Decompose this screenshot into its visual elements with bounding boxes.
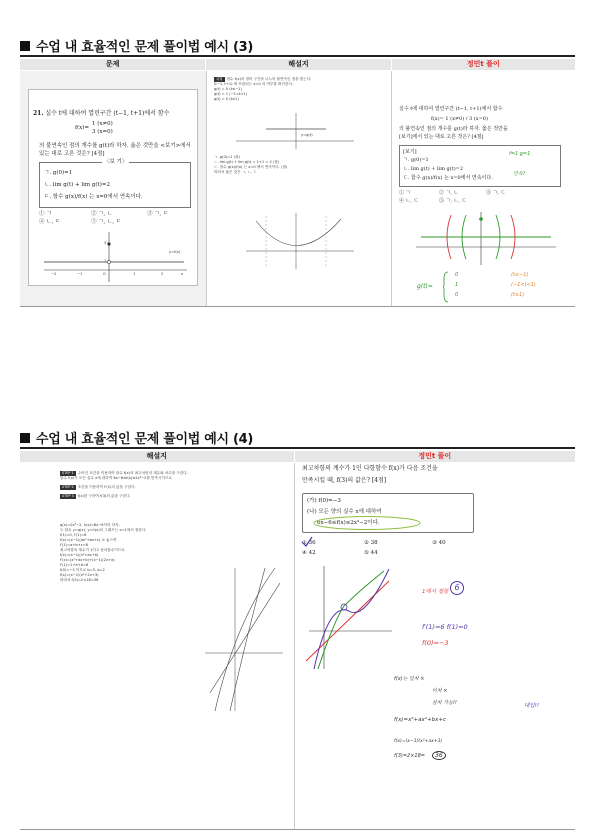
jm4-hw-cubic: f(x)=x³+ax²+bx+c: [394, 717, 446, 723]
haeseolji-line-2: g(t) = 0 (t≤−1): [214, 87, 242, 91]
jm-choice-4: ④ ㄴ, ㄷ: [399, 198, 419, 204]
problem-stem3: 있는 대로 고른 것은? [4점]: [39, 151, 105, 157]
choice-5: ⑤ ㄱ, ㄴ, ㄷ: [91, 219, 122, 225]
x-tick-o: O: [103, 272, 106, 276]
section-4-bottom-rule: [20, 829, 575, 830]
y-tick-1: 1: [104, 259, 107, 263]
haeseolji-4-text: [60, 471, 280, 499]
jm-bogi-title: [보기]: [403, 149, 417, 155]
problem-func-case1: 1 (x≠0): [92, 121, 113, 127]
jm4-check-mark: [300, 535, 314, 549]
h4-line-7: f(x)=(x−1)(x²+ax+b): [60, 553, 99, 557]
haeseolji-graph-1: [236, 111, 356, 151]
problem-stem: 21. 실수 t에 대하여 열린구간 (t−1, t+1)에서 함수: [33, 110, 170, 117]
section-3-title: 수업 내 효율적인 문제 풀이법 예시 (3): [20, 36, 253, 55]
jm-graph: [411, 207, 561, 267]
jm4-cond3: 6x−6≤f(x)≤2x³−2이다.: [317, 520, 380, 526]
problem-graph: [39, 228, 189, 283]
square-bullet-icon: [20, 433, 30, 443]
jm4-hw-eq: f(x)=(x−1)(x²+ax+3): [394, 739, 443, 744]
jm-stem2: 의 불연속인 점의 개수를 g(t)라 하자. 옳은 것만을: [399, 126, 508, 132]
column-header-band: [20, 59, 575, 70]
problem-page: [28, 89, 198, 286]
h4-step1: STEP 1 주어진 조건을 이용하여 함수 f(x)의 최고차항의 계수와 차수를 구한다.: [62, 471, 188, 475]
jm-hw-case-2: 1: [455, 282, 459, 288]
choice-2: ② ㄱ, ㄴ: [91, 211, 113, 217]
haeseolji-line-5: ㄱ. g(0)=1 (참): [214, 155, 240, 159]
h4-line-5: f′(1)=a+b+c=6: [60, 543, 88, 547]
jm4-hw-line-1: f(x)는 일차 ×: [394, 676, 425, 682]
jm4-highlight-oval: [312, 515, 422, 531]
section-4-title: 수업 내 효율적인 문제 풀이법 예시 (4): [20, 428, 253, 447]
jm-bogi-box: [399, 145, 561, 187]
choice-1: ① ㄱ: [39, 211, 52, 217]
haeseolji-line-8: 따라서 옳은 것은 ㄱ, ㄴ, ㄷ: [214, 170, 257, 174]
haeseolji-graph-label: y=g(t): [301, 133, 313, 137]
jm-hw-cond-2: (−1<t<1): [511, 282, 536, 288]
haeseolji-line-6: ㄴ. lim g(t) + lim g(t) = 1+1 = 2 (참): [214, 160, 280, 164]
column-header-haeseolji: 해설지: [206, 59, 391, 70]
jm-choice-1: ① ㄱ: [399, 190, 411, 196]
problem-panel: [20, 71, 207, 306]
haeseolji-line-4: g(t) = 0 (t≥1): [214, 97, 239, 101]
jm-bogi-item-1: ㄱ. g(0)=1: [403, 157, 429, 163]
haeseolji-line-1: (t−1, t+1) 에 포함되는 x=0 의 여부를 확인한다.: [214, 82, 294, 86]
jm-stem: 실수 t에 대하여 열린구간 (t−1, t+1)에서 함수: [399, 106, 503, 112]
h4-line-12: 따라서 f(3)=2×18=36: [60, 578, 99, 582]
x-tick-1: 1: [133, 272, 136, 276]
haeseolji-text: [214, 77, 374, 102]
haeseolji-heading: 유형 함수 f(x)의 정의 구간을 나누어 불연속인 점을 찾는다.: [216, 77, 312, 81]
jm4-stem2: 만족시킬 때, f(3)의 값은? [4점]: [302, 477, 387, 484]
bogi-item-1: ㄱ. g(0)=1: [44, 170, 73, 176]
jm-hw-cond-1: (t≤−1): [511, 272, 529, 278]
choice-3: ③ ㄱ, ㄷ: [147, 211, 169, 217]
jm4-choice-2: ② 38: [364, 540, 378, 546]
jm4-hw-final: f(3)=2×18=: [394, 753, 425, 759]
y-tick-3: 3: [104, 241, 107, 245]
jm-stem3: [보기]에서 있는 대로 고른 것은? [4점]: [399, 134, 484, 140]
x-tick-2: 2: [161, 272, 164, 276]
jm4-cond2: (나) 모든 양의 실수 x에 대하여: [307, 509, 382, 515]
x-tick-m1: −1: [77, 272, 83, 276]
column-header-jeongmin: 정민t 풀이: [466, 60, 500, 68]
problem-func-case2: 3 (x=0): [92, 129, 113, 135]
jm4-hw-line-2: 이차 ×: [432, 688, 448, 694]
bogi-box: [39, 159, 191, 208]
section-3-bottom-rule: [20, 306, 575, 307]
h4-line-4: f(x)=(x−1)(ax²+bx+c) 로 놓으면: [60, 538, 117, 542]
graph-label: y=f(x): [169, 250, 181, 254]
title-underline-4: [20, 447, 575, 449]
haeseolji-panel: [206, 71, 392, 306]
h4-step1b: 함수 f(x)가 모든 실수 x에 대하여 6x−6≤f(x)≤2x³−2를 만족시키므로: [60, 476, 172, 480]
jm4-hw-tangent: 1에서 접함: [422, 589, 449, 595]
bogi-item-3: ㄷ. 함수 g(x)/f(x) 는 x=0에서 연속이다.: [44, 194, 143, 200]
jm4-hw-answer: 36: [432, 751, 446, 760]
jm-hw-case-3: 0: [455, 292, 459, 298]
jm-brace: [443, 271, 449, 303]
bogi-item-2: ㄴ. lim g(t) + lim g(t)=2: [44, 182, 111, 188]
jm-func: f(x)= 1 (x≠0) / 3 (x=0): [431, 116, 488, 122]
jm4-hw-side: 대입!!: [524, 703, 540, 709]
problem-func-lhs: f(x)=: [75, 125, 90, 131]
choice-4: ④ ㄴ, ㄷ: [39, 219, 61, 225]
x-tick-m2: −2: [51, 272, 57, 276]
h4-step2: STEP 2 조건을 이용하여 f′(1)의 값을 구한다.: [62, 485, 136, 489]
column-header-problem: 문제: [20, 59, 206, 70]
jm4-stem1: 최고차항의 계수가 1인 다항함수 f(x)가 다음 조건을: [302, 465, 438, 472]
jm-hw-note1: f=1 g=1: [509, 151, 531, 157]
haeseolji-line-7: ㄷ. 함수 g(x)/f(x) 는 x=0 에서 연속이다. (참): [214, 165, 288, 169]
jm-choice-5: ⑤ ㄱ, ㄴ, ㄷ: [439, 198, 467, 204]
jm-choice-3: ③ ㄱ, ㄷ: [486, 190, 506, 196]
x-tick-x: x: [181, 272, 184, 276]
h4-line-11: f(x)=(x−1)(x²+2x+3): [60, 573, 99, 577]
jm4-choice-5: ⑤ 44: [364, 550, 378, 556]
title-underline: [20, 55, 575, 57]
jm4-choice-3: ③ 40: [432, 540, 446, 546]
jeongmin-panel: [391, 71, 575, 306]
haeseolji-4-body: [60, 523, 200, 583]
jm4-graph: [304, 561, 394, 671]
jm-bogi-item-3: ㄷ. 함수 g(x)/f(x) 는 x=0에서 연속이다.: [403, 175, 493, 181]
jm-hw-g: g(t)=: [417, 283, 433, 290]
column-header-haeseolji-4: 해설지: [20, 451, 295, 462]
jm4-hw-f0: f(0)=−3: [422, 639, 449, 647]
haeseolji-panel-4: [20, 463, 295, 830]
jm4-choice-4: ④ 42: [302, 550, 316, 556]
jm-hw-cond-3: (t≥1): [511, 292, 525, 298]
h4-line-1: g(x)=2x³−2, h(x)=6x−6이라 하자.: [60, 523, 120, 527]
jm4-hw-f1: f′(1)=6 f(1)=0: [422, 623, 468, 631]
jm4-hw-line-3: 삼차 가능!!: [432, 700, 457, 706]
jm-hw-note2: 연속?: [513, 171, 526, 177]
h4-line-9: f′(1)=1+a+b=6: [60, 563, 89, 567]
column-header-jeongmin-4: 정민t 풀이: [418, 452, 452, 460]
h4-line-8: f′(x)=(x²+ax+b)+(x−1)(2x+a): [60, 558, 115, 562]
haeseolji-body: [214, 155, 384, 175]
haeseolji-graph-2: [246, 211, 356, 271]
square-bullet-icon: [20, 41, 30, 51]
jm-choice-2: ② ㄱ, ㄴ: [439, 190, 459, 196]
jm4-cond1: (가) f(0)=−3: [307, 498, 341, 504]
haeseolji-line-3: g(t) = 1 (−1<t<1): [214, 92, 248, 96]
h4-line-2: 두 함수 y=g(x), y=h(x)의 그래프는 x=1에서 접한다.: [60, 528, 147, 532]
jm4-choice-1: ① 36: [302, 540, 316, 546]
jm4-hw-tangent-num: 6: [450, 581, 464, 595]
h4-line-3: f(1)=0, f′(1)=6: [60, 533, 87, 537]
jeongmin-panel-4: [294, 463, 575, 830]
haeseolji-4-graph: [205, 563, 285, 713]
h4-line-6: 최고차항의 계수가 1이고 삼차함수이므로: [60, 548, 125, 552]
column-header-band-4: [20, 451, 575, 462]
problem-stem2: 의 불연속인 점의 개수를 g(t)라 하자. 옳은 것만을 <보기>에서: [39, 143, 191, 149]
bogi-title: 〈보 기〉: [104, 159, 128, 165]
jm-bogi-item-2: ㄴ. lim g(t) + lim g(t)=2: [403, 166, 464, 172]
jm-hw-case-1: 0: [455, 272, 459, 278]
h4-step3: STEP 3 f(x)를 구하여 f(3)의 값을 구한다.: [62, 494, 131, 498]
h4-line-10: f(0)=−3 이므로 b=3, a=2: [60, 568, 105, 572]
